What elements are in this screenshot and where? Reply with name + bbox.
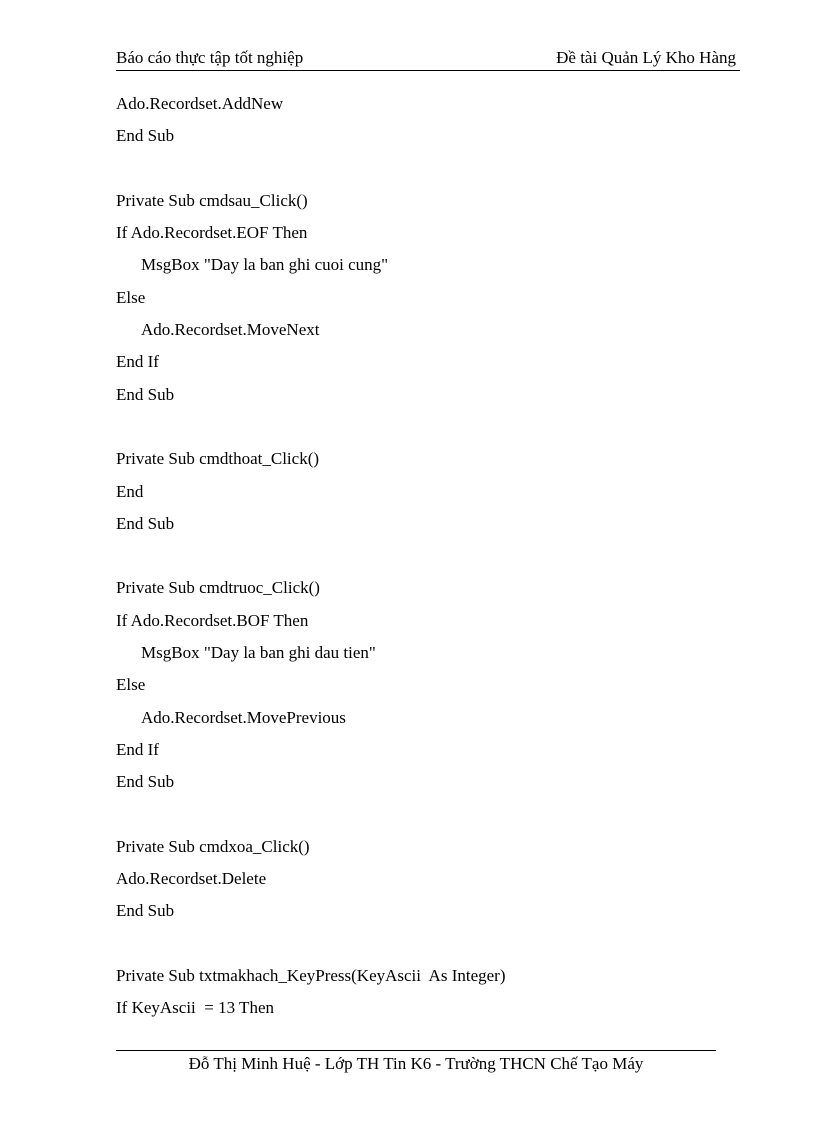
page-header: [116, 48, 740, 71]
code-line: Ado.Recordset.MovePrevious: [141, 707, 346, 727]
code-line: MsgBox "Day la ban ghi dau tien": [141, 643, 376, 663]
code-line: If Ado.Recordset.EOF Then: [116, 223, 308, 243]
code-line: Private Sub cmdsau_Click(): [116, 190, 308, 210]
code-line: End Sub: [116, 384, 175, 404]
code-line: End Sub: [116, 901, 175, 921]
code-line: Ado.Recordset.AddNew: [116, 94, 284, 113]
code-line: Private Sub cmdthoat_Click(): [116, 449, 320, 469]
code-listing: [116, 88, 756, 1025]
blank-line: [116, 540, 756, 572]
code-line: End If: [116, 739, 159, 759]
code-line: Private Sub cmdtruoc_Click(): [116, 578, 320, 598]
code-line: Ado.Recordset.Delete: [116, 869, 267, 889]
header-topic-title: Đề tài Quản Lý Kho Hàng: [556, 48, 736, 67]
code-line: End Sub: [116, 772, 175, 792]
code-line: Ado.Recordset.MoveNext: [141, 320, 320, 340]
code-line: If Ado.Recordset.BOF Then: [116, 610, 309, 630]
blank-line: [116, 411, 756, 443]
page-footer: Đỗ Thị Minh Huệ - Lớp TH Tin K6 - Trường THCN Chế Tạo Máy: [188, 1054, 644, 1073]
code-line: If KeyAscii = 13 Then: [116, 998, 274, 1018]
code-line: Else: [116, 287, 146, 307]
header-report-title: Báo cáo thực tập tốt nghiệp: [116, 48, 304, 67]
code-line: Private Sub txtmakhach_KeyPress(KeyAscii As Integer): [116, 966, 506, 986]
code-line: MsgBox "Day la ban ghi cuoi cung": [141, 255, 389, 275]
code-line: Else: [116, 675, 146, 695]
code-line: End Sub: [116, 513, 175, 533]
code-line: Private Sub cmdxoa_Click(): [116, 836, 310, 856]
footer-divider: [116, 1050, 716, 1051]
code-line: End Sub: [116, 126, 175, 146]
code-line: End: [116, 481, 144, 501]
code-line: End If: [116, 352, 159, 372]
blank-line: [116, 153, 756, 185]
blank-line: [116, 928, 756, 960]
blank-line: [116, 799, 756, 831]
